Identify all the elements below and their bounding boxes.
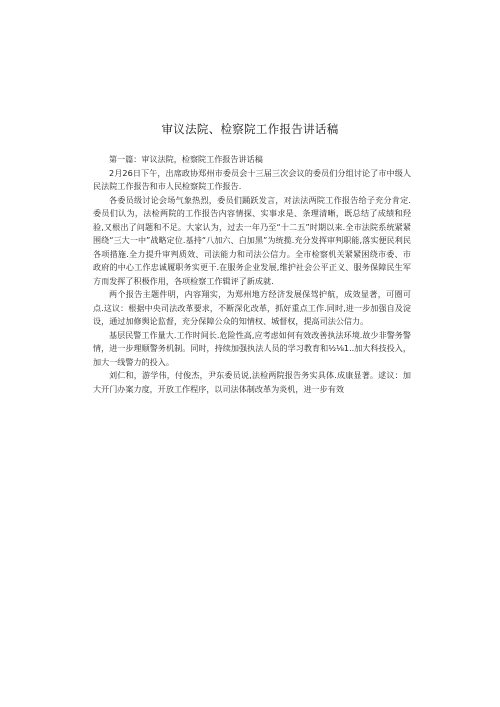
paragraph-police-work: 基层民警工作量大.工作时间长.危险性高,应考虑如何有效改善执法环境.故少非警务警情，进一步理顺警务机制。同时，持续加强执法人员的学习教育和½⅛1..加大科技投入，加大一线警力的投入。 [93,329,411,367]
document-body [93,153,411,396]
document-title: 审议法院、检察院工作报告讲话稿 [161,122,339,136]
paragraph-meeting-intro: 2月26日下午，出席政协郑州市委员会十三届三次会议的委员们分组讨论了市中级人民法院工作报告和市人民检察院工作报告. [93,167,411,191]
paragraph-member-comments: 刘仁和，游学伟，付俊杰，尹东委员说,法检两院报告务实具体.成康显著。逑议：加大开门办案力度，开放工作程序，以司法体制改革为炎机，进一步有效 [93,370,411,394]
paragraph-discussion: 各委员级讨论会场气象热烈，委员们踊跃发言，对法法两院工作报告给子充分肯定.委员们认为，法检两院的工作报告内容情探、实事求是、条理清晰，既总结了成绩和羟验,又根出了问题和不足。大家认为，过去一年乃至“十二五”时期以来.全市法院系统紧紧围绕“三大一中”战略定位.基持“八加六、白加黑”为统揽.充分发挥审判职能,落实便民利民各项措施.全力提升审判质效、司法能力和司法公信力。全市检察机关紧紧困绕市委、市政府的中心工作忠诚履职务实更干.在服务企业发展,维护社会公平正义、服务保障民生军方而发挥了积极作用，各项检察工作辑评了新成就. [93,194,411,286]
paragraph-report-summary: 两个报告主题件明，内容翔实，为郑州地方经济发展保驾护航，成效显著，可圈可点.这议：根据中央司法改革要求，不断深化改革，抓好重点工作.同时,进一步加强自及淀设，通过加修舆论监督，充分保障公众的知情权、城督权，提高司法公信力。 [93,289,411,326]
paragraph-section-heading: 第一篇：审议法院，检察院工作报告讲话稿 [109,154,263,164]
